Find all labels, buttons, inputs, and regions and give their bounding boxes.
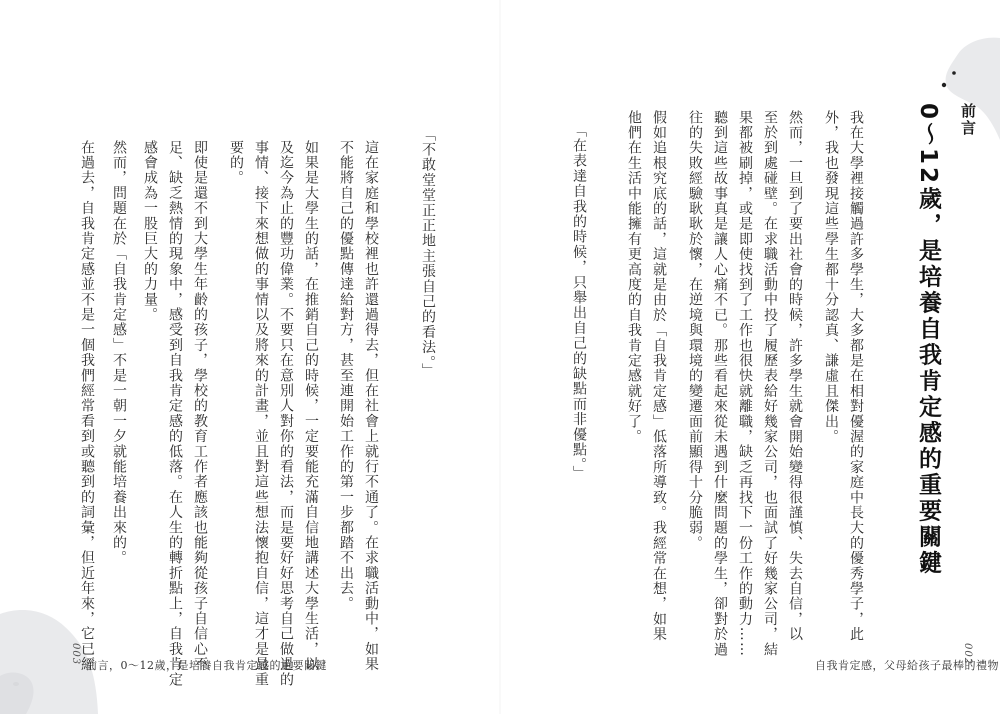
body-column: 即使是還不到大學生年齡的孩子，學校的教育工作者應該也能夠從孩子自信心不: [192, 140, 208, 672]
body-column: 果都被刷掉，或是即使找到了工作也很快就離職，缺乏再找下一份工作的動力……: [737, 110, 753, 658]
body-column: 至於到處碰壁。在求職活動中投了履歷表給好幾家公司，也面試了好幾家公司，結: [762, 110, 778, 658]
heading-label: 前言: [959, 103, 977, 137]
body-column: 他們在生活中能擁有更高度的自我肯定感就好了。: [626, 110, 642, 445]
right-page: [500, 0, 1000, 714]
running-footer: 前言，0～12歲，是培養自我肯定感的重要關鍵: [86, 659, 327, 672]
body-column: 然而，一旦到了要出社會的時候，許多學生就會開始變得很謹慎、失去自信，以: [787, 110, 803, 642]
page-heading: 0～12歲，是培養自我肯定感的重要關鍵: [915, 103, 941, 577]
body-column: 我在大學裡接觸過許多學生，大多都是在相對優渥的家庭中長大的優秀學子，此: [848, 110, 864, 642]
body-column: 感會成為一股巨大的力量。: [142, 140, 158, 323]
body-column: 及迄今為止的豐功偉業。不要只在意別人對你的看法，而是要好好思考自己做過的: [278, 140, 294, 688]
body-column: 事情、接下來想做的事情以及將來的計畫，並且對這些想法懷抱自信，這才是最重: [253, 140, 269, 688]
page-number: 003: [70, 643, 81, 666]
body-column: 如果是大學生的話，在推銷自己的時候，一定要能充滿自信地講述大學生活，以: [303, 140, 319, 672]
quote-line: 「在表達自我的時候，只舉出自己的缺點而非優點。」: [571, 123, 587, 481]
body-column: 這在家庭和學校裡也許還過得去，但在社會上就行不通了。在求職活動中，如果: [363, 140, 379, 672]
body-column: 聽到這些故事真是讓人心痛不已。那些看起來從未遇到什麼問題的學生，卻對於過: [712, 110, 728, 658]
body-column: 外，我也發現這些學生都十分認真、謙虛且傑出。: [823, 110, 839, 445]
body-column: 假如追根究底的話，這就是由於「自我肯定感」低落所導致。我經常在想，如果: [651, 110, 667, 642]
body-column: 在過去，自我肯定感並不是一個我們經常看到或聽到的詞彙，但近年來，它已經: [79, 140, 95, 672]
body-column: 要的。: [228, 140, 244, 186]
body-column: 足、缺乏熱情的現象中，感受到自我肯定感的低落。在人生的轉折點上，自我肯定: [167, 140, 183, 688]
quote-line: 「不敢堂堂正正地主張自己的看法。」: [420, 127, 436, 379]
page-number: 002: [962, 643, 973, 666]
body-column: 不能將自己的優點傳達給對方，甚至連開始工作的第一步都踏不出去。: [338, 140, 354, 612]
body-column: 然而，問題在於「自我肯定感」不是一朝一夕就能培養出來的。: [111, 140, 127, 566]
body-column: 往的失敗經驗耿耿於懷，在逆境與環境的變遷面前顯得十分脆弱。: [687, 110, 703, 551]
running-footer: 自我肯定感，父母給孩子最棒的禮物: [815, 659, 999, 672]
